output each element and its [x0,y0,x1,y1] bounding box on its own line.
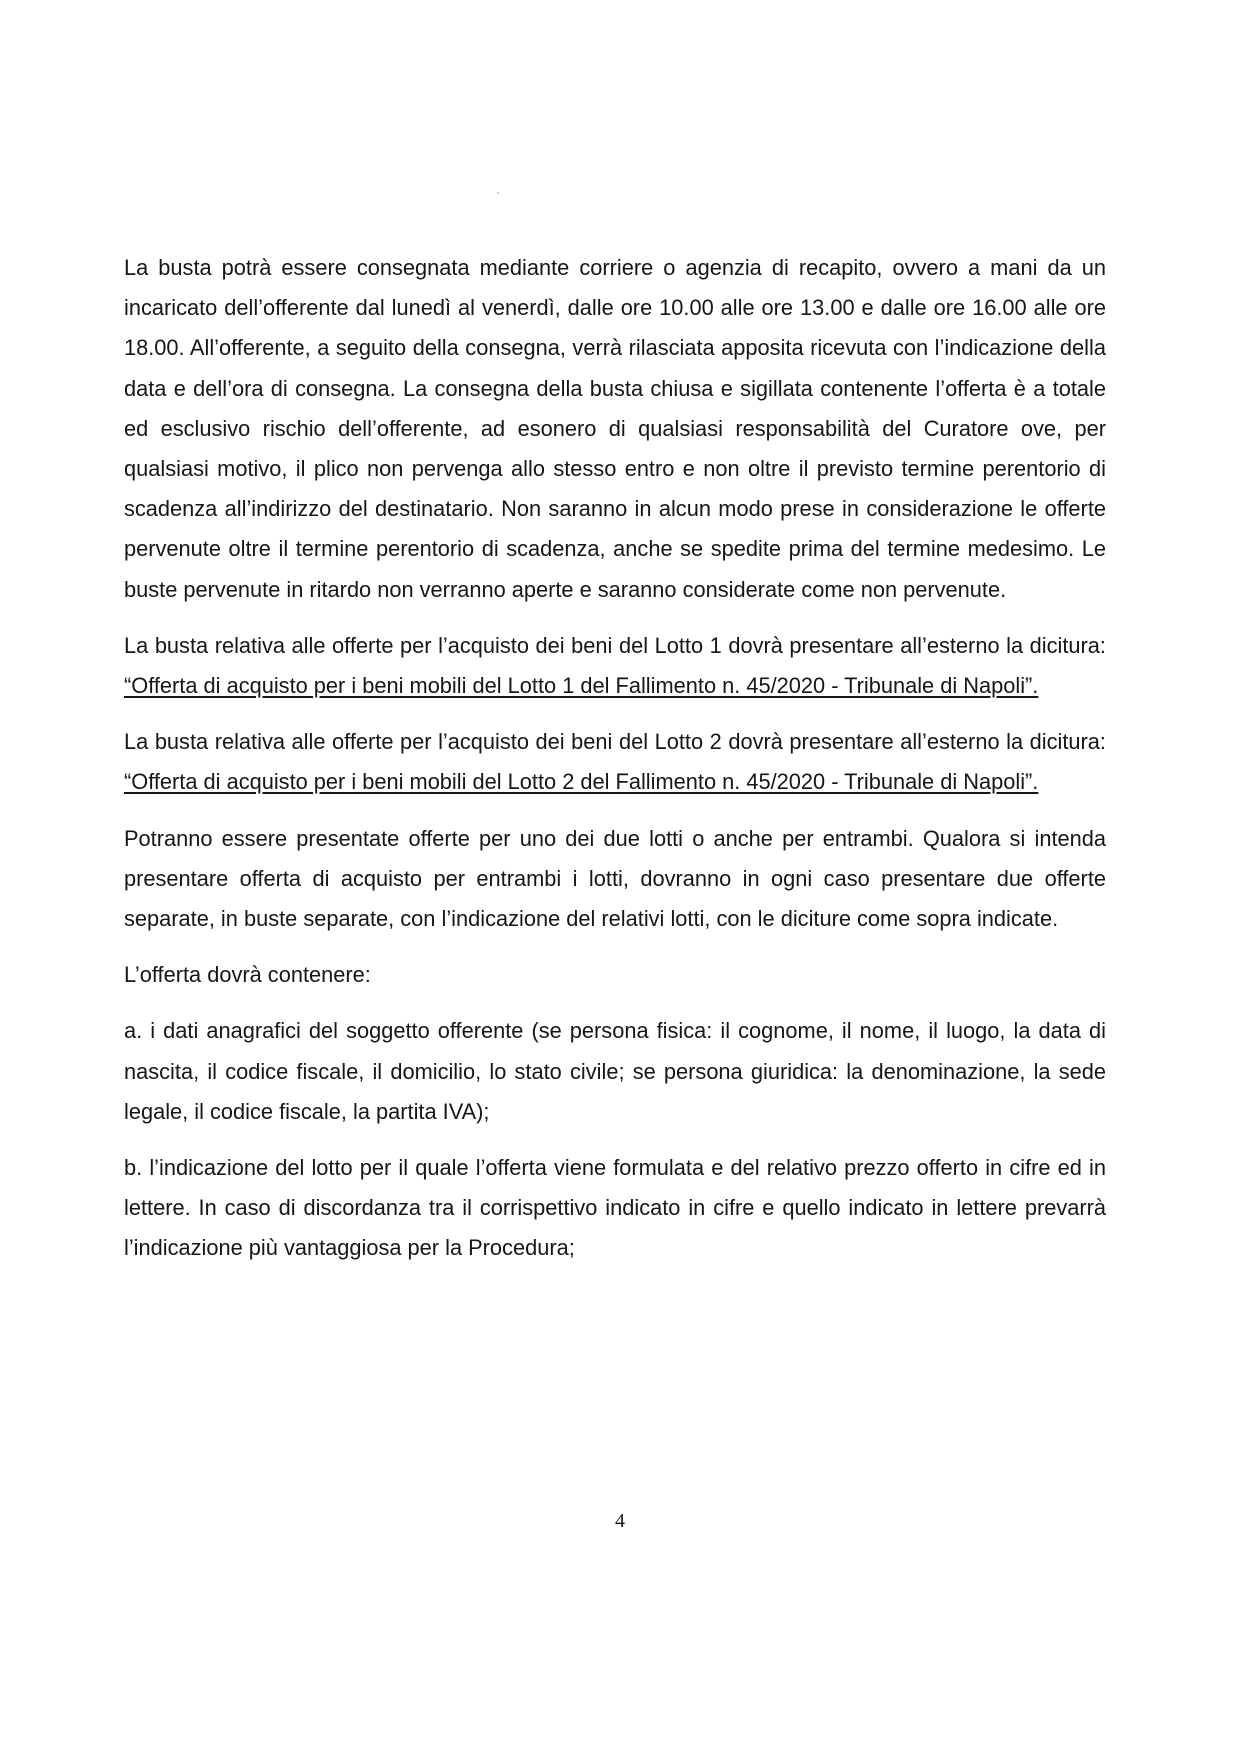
paragraph-offer-contents-intro: L’offerta dovrà contenere: [124,962,371,988]
lotto-1-text: La busta relativa alle offerte per l’acquisto dei beni del Lotto 1 dovrà presentare all’esterno la dicitura: [124,632,1106,658]
list-item-b: b. l’indicazione del lotto per il quale l’offerta viene formulata e del relativo prezzo offerto in cifre ed in lettere. In caso di discordanza tra il corrispettivo indicato in cifre e quello indicato in lettere prevarrà l’indicazione più vantaggiosa per la Procedura; [124,1155,1106,1261]
paragraph-both-lots: Potranno essere presentate offerte per uno dei due lotti o anche per entrambi. Qualora si intenda presentare offerta di acquisto per entrambi i lotti, dovranno in ogni caso presentare due offerte separate, in buste separate, con l’indicazione del relativi lotti, con le diciture come sopra indicate. [124,825,1106,932]
paragraph-lotto-1 [124,626,1106,706]
lotto-2-envelope-label: “Offerta di acquisto per i beni mobili del Lotto 2 del Fallimento n. 45/2020 - Tribunale di Napoli”. [124,769,1039,795]
paragraph-lotto-2 [124,722,1106,802]
scan-speck [497,192,499,194]
lotto-2-text: La busta relativa alle offerte per l’acquisto dei beni del Lotto 2 dovrà presentare all’esterno la dicitura: [124,729,1106,755]
lotto-1-envelope-label: “Offerta di acquisto per i beni mobili del Lotto 1 del Fallimento n. 45/2020 - Tribunale di Napoli”. [124,673,1039,699]
list-item-a: a. i dati anagrafici del soggetto offerente (se persona fisica: il cognome, il nome, il luogo, la data di nascita, il codice fiscale, il domicilio, lo stato civile; se persona giuridica: la denominazione, la sede legale, il codice fiscale, la partita IVA); [124,1018,1106,1124]
page-number: 4 [615,1510,625,1532]
paragraph-delivery: La busta potrà essere consegnata mediante corriere o agenzia di recapito, ovvero a mani da un incaricato dell’offerente dal lunedì al venerdì, dalle ore 10.00 alle ore 13.00 e dalle ore 16.00 alle ore 18.00. All’offerente, a seguito della consegna, verrà rilasciata apposita ricevuta con l’indicazione della data e dell’ora di consegna. La consegna della busta chiusa e sigillata contenente l’offerta è a totale ed esclusivo rischio dell’offerente, ad esonero di qualsiasi responsabilità del Curatore ove, per qualsiasi motivo, il plico non pervenga allo stesso entro e non oltre il previsto termine perentorio di scadenza all’indirizzo del destinatario. Non saranno in alcun modo prese in considerazione le offerte pervenute oltre il termine perentorio di scadenza, anche se spedite prima del termine medesimo. Le buste pervenute in ritardo non verranno aperte e saranno considerate come non pervenute. [124,255,1106,602]
body-text [124,248,1106,1285]
